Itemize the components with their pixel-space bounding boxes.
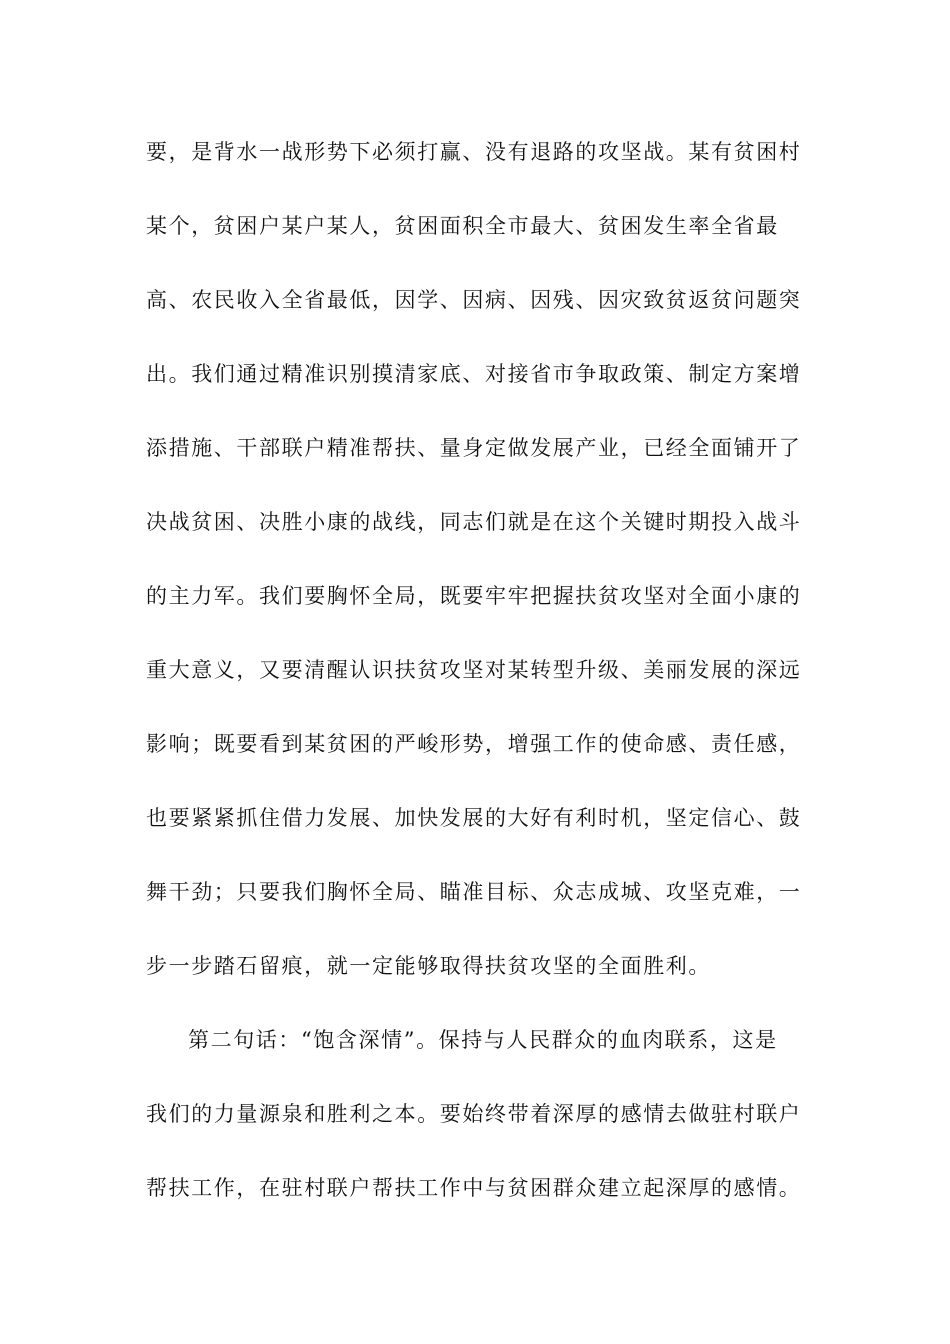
text-line-5: 添措施、干部联户精准帮扶、量身定做发展产业，已经全面铺开了 <box>146 436 802 460</box>
text-line-12: 步一步踏石留痕，就一定能够取得扶贫攻坚的全面胜利。 <box>146 954 711 978</box>
paragraph-start-line: 第二句话：“饱含深情”。保持与人民群众的血肉联系，这是 <box>188 1028 778 1052</box>
text-line-6: 决战贫困、决胜小康的战线，同志们就是在这个关键时期投入战斗 <box>146 510 802 534</box>
text-line-10: 也要紧紧抓住借力发展、加快发展的大好有利时机，坚定信心、鼓 <box>146 806 802 830</box>
text-line-1: 要，是背水一战形势下必须打赢、没有退路的攻坚战。某有贫困村 <box>146 140 802 164</box>
text-line-14: 我们的力量源泉和胜利之本。要始终带着深厚的感情去做驻村联户 <box>146 1102 802 1126</box>
text-line-9: 影响；既要看到某贫困的严峻形势，增强工作的使命感、责任感， <box>146 732 802 756</box>
text-line-7: 的主力军。我们要胸怀全局，既要牢牢把握扶贫攻坚对全面小康的 <box>146 584 802 608</box>
text-line-11: 舞干劲；只要我们胸怀全局、瞄准目标、众志成城、攻坚克难，一 <box>146 880 802 904</box>
text-line-4: 出。我们通过精准识别摸清家底、对接省市争取政策、制定方案增 <box>146 362 802 386</box>
text-line-3: 高、农民收入全省最低，因学、因病、因残、因灾致贫返贫问题突 <box>146 288 802 312</box>
text-line-2: 某个，贫困户某户某人，贫困面积全市最大、贫困发生率全省最 <box>146 214 779 238</box>
text-line-15: 帮扶工作，在驻村联户帮扶工作中与贫困群众建立起深厚的感情。 <box>146 1176 802 1200</box>
text-line-8: 重大意义，又要清醒认识扶贫攻坚对某转型升级、美丽发展的深远 <box>146 658 802 682</box>
